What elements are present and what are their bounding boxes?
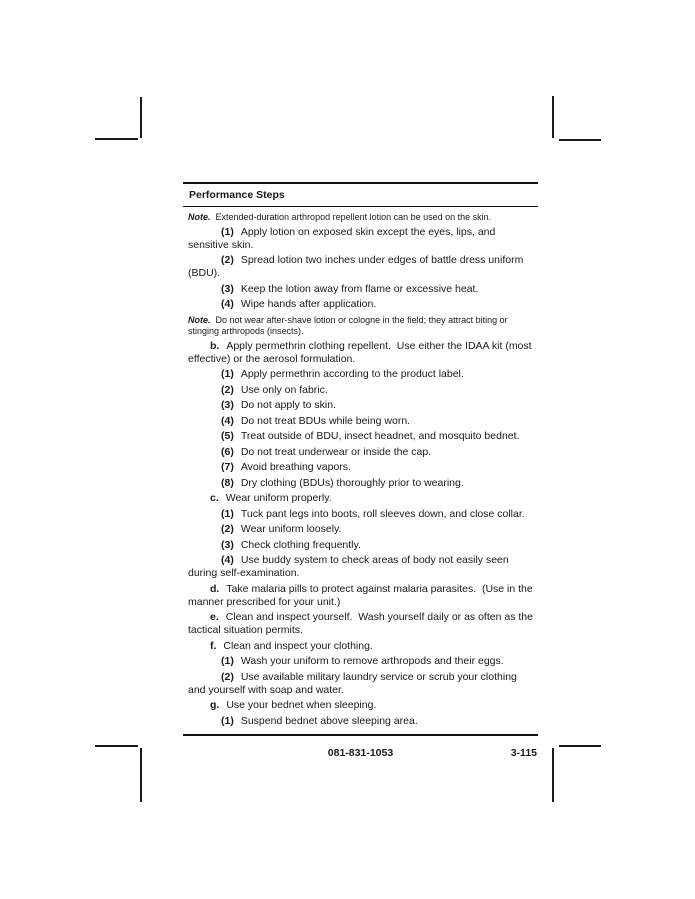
step-label: f.	[210, 639, 217, 652]
step-text: Wash your uniform to remove arthropods and their eggs.	[240, 655, 504, 667]
page-title: Performance Steps	[189, 189, 285, 201]
step-label: (8)	[221, 476, 234, 489]
step-text: Do not wear after-shave lotion or cologne in the field; they attract biting or stinging arthropods (insects).	[188, 315, 511, 336]
performance-steps-body	[183, 207, 538, 736]
step-text: Use buddy system to check areas of body not easily seen during self-examination.	[188, 554, 512, 579]
step-text: Do not treat underwear or inside the cap.	[240, 445, 432, 458]
step-paragraph	[188, 611, 534, 637]
task-number: 081-831-1053	[327, 746, 394, 759]
step-paragraph	[188, 430, 534, 443]
step-label: Note.	[188, 212, 211, 222]
step-text: Treat outside of BDU, insect headnet, and mosquito bednet.	[240, 430, 520, 442]
step-label: (2)	[221, 670, 234, 683]
crop-mark-top-left-vertical	[140, 97, 142, 138]
step-text: Wipe hands after application.	[240, 298, 377, 310]
step-paragraph	[188, 446, 534, 459]
page-footer	[183, 747, 538, 761]
step-paragraph	[188, 508, 534, 521]
step-text: Take malaria pills to protect against malaria parasites. (Use in the manner prescribed for your unit.)	[188, 582, 536, 608]
step-label: (1)	[221, 225, 234, 238]
step-label: (3)	[221, 399, 234, 411]
step-paragraph	[188, 461, 534, 474]
step-label: (4)	[221, 298, 234, 310]
step-text: Extended-duration arthropod repellent lotion can be used on the skin.	[215, 212, 492, 222]
step-label: (3)	[221, 538, 234, 551]
page-content-column	[183, 182, 538, 761]
step-paragraph	[188, 539, 534, 552]
crop-mark-top-right-vertical	[552, 96, 554, 138]
step-label: (7)	[221, 461, 234, 473]
step-text: Keep the lotion away from flame or excessive heat.	[240, 282, 479, 295]
step-paragraph	[188, 415, 534, 428]
step-text: Clean and inspect yourself. Wash yourself daily or as often as the tactical situation permits.	[188, 611, 536, 636]
step-paragraph	[188, 715, 534, 728]
note-paragraph	[188, 315, 534, 337]
step-paragraph	[188, 554, 534, 580]
step-text: Do not treat BDUs while being worn.	[240, 414, 411, 427]
step-label: (1)	[221, 368, 234, 380]
step-text: Apply lotion on exposed skin except the eyes, lips, and sensitive skin.	[188, 225, 499, 251]
step-label: (4)	[221, 554, 234, 566]
step-text: Wear uniform properly.	[225, 492, 332, 504]
step-label: (5)	[221, 430, 234, 442]
step-label: c.	[210, 492, 219, 504]
step-label: (1)	[221, 655, 234, 667]
step-text: Use your bednet when sleeping.	[226, 699, 377, 711]
step-text: Spread lotion two inches under edges of battle dress uniform (BDU).	[188, 254, 527, 279]
step-label: e.	[210, 611, 219, 623]
step-label: d.	[210, 582, 220, 595]
step-paragraph	[188, 655, 534, 668]
step-label: (1)	[221, 714, 234, 727]
step-text: Check clothing frequently.	[240, 538, 361, 551]
step-text: Do not apply to skin.	[240, 399, 336, 411]
step-paragraph	[188, 492, 534, 505]
step-text: Wear uniform loosely.	[240, 523, 342, 535]
step-text: Use available military laundry service or scrub your clothing and yourself with soap and water.	[188, 670, 520, 696]
step-paragraph	[188, 583, 534, 609]
page-number: 3-115	[510, 746, 537, 759]
performance-steps-header	[183, 182, 538, 207]
step-label: b.	[210, 339, 220, 352]
crop-mark-top-left-horizontal	[95, 138, 138, 140]
step-label: (2)	[221, 523, 234, 535]
crop-mark-bottom-right-vertical	[552, 748, 554, 802]
step-label: (4)	[221, 414, 234, 427]
step-paragraph	[188, 640, 534, 653]
step-paragraph	[188, 368, 534, 381]
step-label: Note.	[188, 315, 211, 325]
step-text: Avoid breathing vapors.	[240, 461, 351, 473]
step-text: Suspend bednet above sleeping area.	[240, 714, 418, 727]
crop-mark-bottom-left-vertical	[140, 748, 142, 802]
step-text: Apply permethrin according to the product label.	[240, 368, 464, 380]
step-paragraph	[188, 523, 534, 536]
step-paragraph	[188, 283, 534, 296]
step-text: Tuck pant legs into boots, roll sleeves down, and close collar.	[240, 507, 525, 520]
note-paragraph	[188, 212, 534, 223]
step-paragraph	[188, 298, 534, 311]
step-label: (2)	[221, 254, 234, 266]
step-text: Apply permethrin clothing repellent. Use either the IDAA kit (most effective) or the aerosol formulation.	[188, 339, 535, 365]
step-text: Use only on fabric.	[240, 383, 328, 396]
step-label: (3)	[221, 282, 234, 295]
step-paragraph	[188, 671, 534, 697]
step-paragraph	[188, 340, 534, 366]
step-paragraph	[188, 477, 534, 490]
step-paragraph	[188, 254, 534, 280]
step-paragraph	[188, 699, 534, 712]
crop-mark-top-right-horizontal	[559, 139, 601, 141]
step-label: g.	[210, 699, 220, 711]
step-text: Dry clothing (BDUs) thoroughly prior to wearing.	[240, 476, 464, 489]
step-paragraph	[188, 226, 534, 252]
step-label: (6)	[221, 445, 234, 458]
step-label: (1)	[221, 507, 234, 520]
step-paragraph	[188, 399, 534, 412]
step-text: Clean and inspect your clothing.	[223, 639, 373, 652]
step-paragraph	[188, 384, 534, 397]
step-label: (2)	[221, 383, 234, 396]
crop-mark-bottom-left-horizontal	[95, 745, 138, 747]
crop-mark-bottom-right-horizontal	[559, 745, 601, 747]
